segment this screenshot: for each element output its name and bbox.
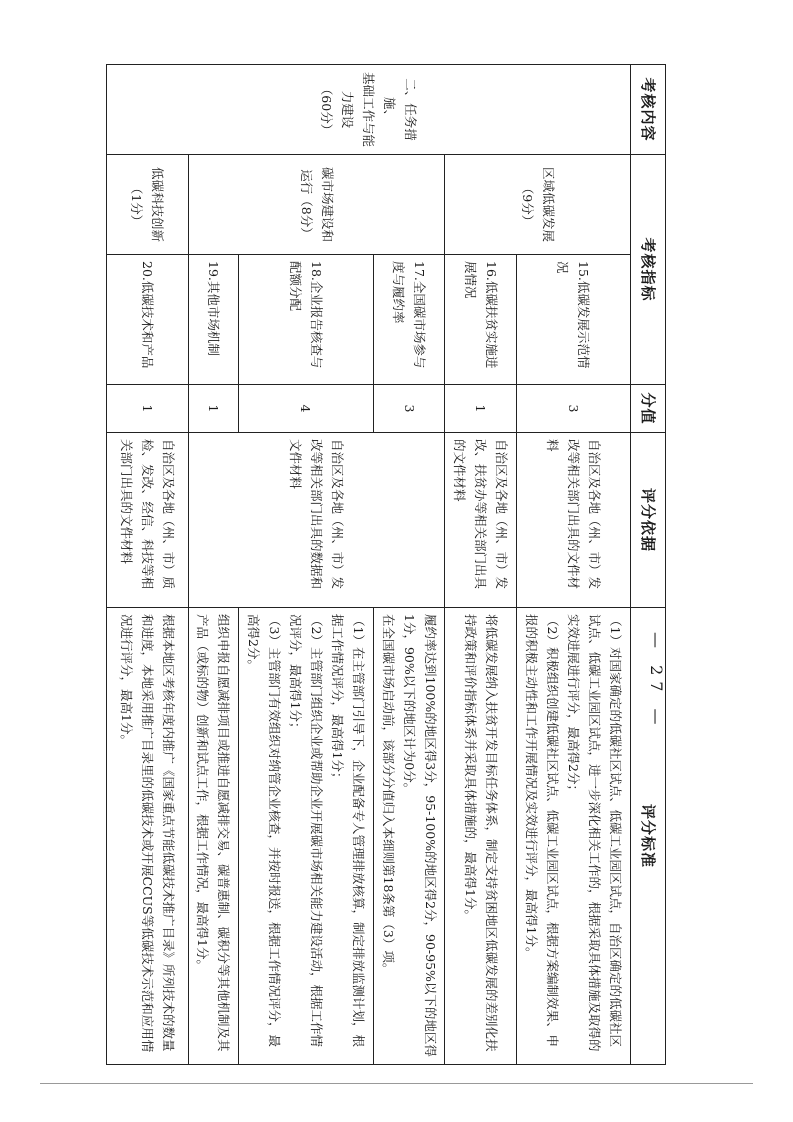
header-row [631,65,666,1065]
score-cell: 3 [374,385,445,433]
standard-cell: 根据本地区考核年度内推广《国家重点节能低碳技术推广目录》所列技术的数量和进度，本地采用推广目录里的低碳技术或开展CCUS等低碳技术示范和应用情况进行评分，最高1分。 [107,608,189,1065]
score-cell: 1 [445,385,516,433]
score-cell: 4 [238,385,374,433]
category-region: 区域低碳发展 （9分） [445,155,631,255]
indicator-cell: 19.其他市场机制 [188,255,238,385]
table-row [516,65,630,1065]
standard-cell: 履约率达到100%的地区得3分，95-100%的地区得2分，90-95%以下的地区得1分，90%以下的地区计为0分。 在全国碳市场启动前，该部分分值归入本细则第18条第（3）项。 [374,608,445,1065]
basis-cell: 自治区及各地（州、市）发改等相关部门出具的数据和文件材料 [188,433,445,608]
header-basis: 评分依据 [631,433,666,608]
header-standard: 评分标准 [631,608,666,1065]
footer-rule [40,1083,753,1084]
category-market: 碳市场建设和 运行（8分） [188,155,445,255]
assessment-table [106,64,666,1065]
indicator-cell: 16.低碳扶贫实施进展情况 [445,255,516,385]
header-indicator: 考核指标 [631,155,666,385]
header-content: 考核内容 [631,65,666,155]
score-cell: 3 [516,385,630,433]
indicator-cell: 15.低碳发展示范情况 [516,255,630,385]
page-number: — 27 — [647,632,666,731]
standard-cell: 将低碳发展纳入扶贫开发目标任务体系，制定支持贫困地区低碳发展的差别化扶持政策和评价指标体系并采取具体措施的，最高得1分。 [445,608,516,1065]
standard-cell: （1）对国家确定的低碳社区试点、低碳工业园区试点，自治区确定的低碳社区试点、低碳工业园区试点，进一步深化相关工作的，根据采取具体措施及取得的实效进展进行评分，最高得2分； （2）积极组织创建低碳社区试点、低碳工业园区试点，根据方案编制效果、申报的积极主动性和工作开展情况及实效进行评分，最高得1分。 [516,608,630,1065]
table-row [107,65,189,1065]
section-cell: 二、任务措施、 基础工作与能 力建设 （60分） [107,65,631,155]
standard-cell: 组织申报自愿减排项目或推进自愿减排交易、碳普惠制、碳积分等其他机制及其产品（或标的物）创新和试点工作，根据工作情况，最高得1分。 [188,608,238,1065]
rotated-page [11,64,666,1064]
indicator-cell: 20.低碳技术和产品 [107,255,189,385]
basis-cell: 自治区及各地（州、市）发改、扶贫办等相关部门出具的文件材料 [445,433,516,608]
standard-cell: （1）在主管部门引导下，企业配备专人管理排放核算，制定排放监测计划，根据工作情况评分，最高得1分； （2）主管部门组织企业或帮助企业开展碳市场相关能力建设活动，根据工作情况评分，最高得1分； （3）主管部门有效组织对纳管企业核查，并按时报送，根据工作情况评分，最高得2分。 [238,608,374,1065]
indicator-cell: 18.企业报告核查与配额分配 [238,255,374,385]
table-row [374,65,445,1065]
basis-cell: 自治区及各地（州、市）发改等相关部门出具的文件材料 [516,433,630,608]
score-cell: 1 [107,385,189,433]
header-score: 分值 [631,385,666,433]
indicator-cell: 17.全国碳市场参与度与履约率 [374,255,445,385]
basis-cell: 自治区及各地（州、市）质检、发改、经信、科技等相关部门出具的文件材料 [107,433,189,608]
score-cell: 1 [188,385,238,433]
category-tech: 低碳科技创新 （1分） [107,155,189,255]
